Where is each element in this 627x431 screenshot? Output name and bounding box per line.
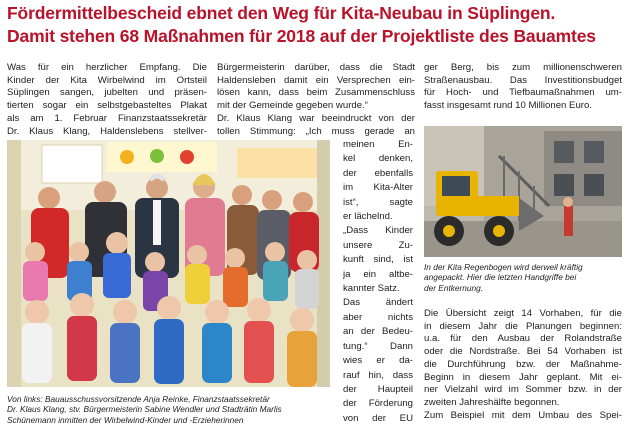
- text-line: Straßenausbau. Das Investitionsbudget: [424, 74, 622, 86]
- text-line: Was für ein herzlicher Empfang. Die: [7, 62, 207, 73]
- text-line: kannter Satz.: [343, 283, 400, 295]
- text-line: oder die Nordstraße. Bei 54 Vorhaben ist: [424, 346, 622, 358]
- headline-line-1: Fördermittelbescheid ebnet den Weg für Kita-Neubau in Süplingen.: [7, 3, 556, 23]
- group-photo: [7, 140, 330, 387]
- text-line: der ebenfalls: [343, 167, 413, 179]
- text-line: „Dass Kinder: [343, 225, 413, 237]
- headline-line-2: Damit stehen 68 Maßnahmen für 2018 auf der Projektliste des Bauamtes: [7, 26, 596, 46]
- text-line: ger Berg, bis zum millionenschweren: [424, 62, 622, 73]
- text-line: wies er da-: [343, 355, 413, 367]
- text-line: die Durchführung bzw. der Maßnahme-: [424, 358, 622, 370]
- caption-line: Von links: Bauausschussvorsitzende Anja Reinke, Finanzstaatssekretär: [7, 394, 270, 404]
- caption-line: Dr. Klaus Klang, stv. Bürgermeisterin Sabine Wendler und Stadträtin Marlis: [7, 404, 282, 415]
- text-line: Beginn in diesem Jahr geplant. Mit ei-: [424, 371, 622, 383]
- column-2-text: [217, 62, 415, 138]
- caption-line: angepackt. Hier die letzten Handgriffe bei: [424, 272, 577, 283]
- text-line: tollen Stimmung: „Ich muss gerade an: [217, 125, 415, 137]
- text-line: tung.“ Dann: [343, 340, 413, 352]
- text-line: Bürgermeisterin darüber, dass die Stadt: [217, 62, 415, 73]
- construction-photo-caption: [424, 262, 624, 293]
- text-line: zweiten Jahreshälfte begonnen.: [424, 396, 560, 408]
- text-line: Dr. Klaus Klang, Haldenslebens stellver-: [7, 125, 207, 137]
- text-line: meinen En-: [343, 139, 413, 150]
- text-line: tierten sogar ein selbstgebasteltes Plakat: [7, 100, 207, 112]
- text-line: im Kita-Alter: [343, 182, 413, 194]
- caption-line: der Entkernung.: [424, 282, 484, 293]
- column-2-narrow-text: [343, 138, 413, 426]
- text-line: ja ein altbe-: [343, 268, 413, 280]
- text-line: u.a. für den Ausbau der Rolandstraße: [424, 333, 622, 345]
- construction-photo: [424, 126, 622, 257]
- text-line: er lächelnd.: [343, 211, 393, 223]
- text-line: als am 1. Februar Finanzstaatssekretär: [7, 112, 207, 124]
- text-line: Das ändert: [343, 297, 413, 309]
- text-line: lösen kann, dass beim Zusammenschluss: [217, 87, 415, 99]
- caption-line: Schünemann inmitten der Wirbelwind-Kinder und -Erzieherinnen: [7, 414, 244, 425]
- text-line: unsere Zu-: [343, 239, 413, 251]
- text-line: kunft sind, ist: [343, 254, 413, 266]
- text-line: von der EU: [343, 412, 413, 424]
- text-line: Zum Beispiel mit dem Umbau des Spei-: [424, 409, 622, 421]
- text-line: Haldensleben damit ein Versprechen ein-: [217, 74, 415, 86]
- text-line: rauf hin, dass: [343, 369, 413, 381]
- text-line: Süplingen sangen, jubelten und präsen-: [7, 87, 207, 99]
- text-line: Kinder der Kita Wirbelwind im Ortsteil: [7, 74, 207, 86]
- text-line: an der Bedeu-: [343, 326, 413, 338]
- caption-line: In der Kita Regenbogen wird derweil kräftig: [424, 262, 583, 272]
- text-line: Dr. Klaus Klang war beeindruckt von der: [217, 112, 415, 124]
- text-line: aber nichts: [343, 311, 413, 323]
- column-3-bottom-text: [424, 308, 622, 422]
- text-line: der Förderung: [343, 398, 413, 410]
- group-photo-caption: [7, 394, 332, 425]
- column-1-text: [7, 62, 207, 138]
- text-line: kel denken,: [343, 153, 413, 165]
- text-line: fasst insgesamt rund 10 Millionen Euro.: [424, 100, 592, 112]
- text-line: der Haupteil: [343, 383, 413, 395]
- text-line: Die Übersicht zeigt 14 Vorhaben, für die: [424, 308, 622, 319]
- column-3-top-text: [424, 62, 622, 113]
- text-line: mit der Gemeinde gegeben wurde.“: [217, 100, 368, 112]
- article-headline: [7, 2, 623, 48]
- text-line: in diesem Jahr die Planungen beginnen:: [424, 320, 622, 332]
- text-line: ner Vielzahl wird im Sommer bzw. in der: [424, 384, 622, 396]
- text-line: ist“, sagte: [343, 196, 413, 208]
- text-line: für Hoch- und Tiefbaumaßnahmen um-: [424, 87, 622, 99]
